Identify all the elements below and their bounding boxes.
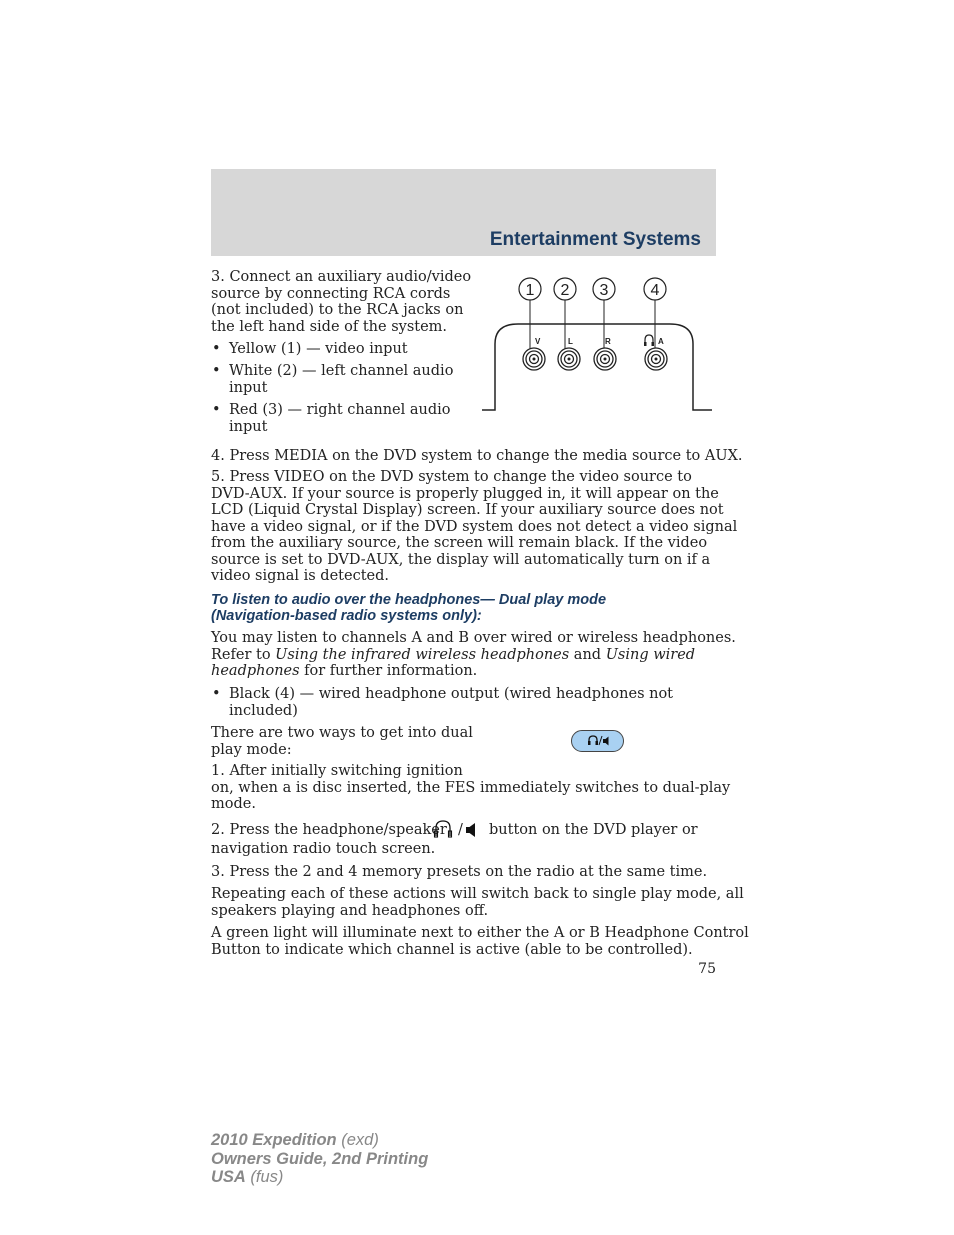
headphone-icon xyxy=(432,819,454,839)
link-infrared-headphones: Using the infrared wireless headphones xyxy=(275,646,570,663)
way2-line1-end: button on the DVD player or xyxy=(489,822,698,838)
listen-paragraph: You may listen to channels A and B over wired or wireless headphones. Refer to Using the infrared wireless headphones and Using wired headphones for further information. xyxy=(211,630,736,679)
rca-jack-left-audio xyxy=(558,348,580,370)
callout-4 xyxy=(644,278,666,300)
speaker-icon xyxy=(464,821,480,839)
bullet-text: Yellow (1) — video input xyxy=(229,341,408,357)
step5-line: video signal is detected. xyxy=(211,568,390,584)
section-title: Entertainment Systems xyxy=(489,229,701,250)
headphone-icon xyxy=(644,335,654,346)
link-wired-headphones: Using wired xyxy=(605,646,696,663)
step5-line: 5. Press VIDEO on the DVD system to change the video source to xyxy=(211,469,692,485)
step5-paragraph xyxy=(211,469,737,585)
section-header-band xyxy=(211,169,716,256)
step5-line: LCD (Liquid Crystal Display) screen. If your auxiliary source does not xyxy=(211,502,724,518)
icon-separator: / xyxy=(458,822,463,838)
step3-line: 3. Connect an auxiliary audio/video xyxy=(211,269,472,285)
bullet-text: White (2) — left channel audio xyxy=(229,363,454,379)
callout-3 xyxy=(593,278,615,300)
way2-line2: navigation radio touch screen. xyxy=(211,841,436,857)
step3-line: the left hand side of the system. xyxy=(211,318,448,335)
step3-paragraph xyxy=(211,269,471,335)
step5-line: from the auxiliary source, the screen will remain black. If the video xyxy=(211,535,708,551)
step5-line: DVD-AUX. If your source is properly plugged in, it will appear on the xyxy=(211,485,719,502)
bullet-text: Black (4) — wired headphone output (wired headphones not xyxy=(229,686,674,702)
bullet-text: included) xyxy=(229,702,298,719)
rca-jack-diagram xyxy=(478,272,716,418)
svg-text:2: 2 xyxy=(560,282,570,299)
callout-1 xyxy=(519,278,541,300)
step5-line: have a video signal, or if the DVD system does not detect a video signal xyxy=(211,518,738,535)
footer: 2010 Expedition (exd) Owners Guide, 2nd Printing USA (fus) xyxy=(211,1131,429,1186)
jack-label-r: R xyxy=(605,337,611,346)
bullet-text: Red (3) — right channel audio xyxy=(229,402,451,418)
step5-line: source is set to DVD-AUX, the display will automatically turn on if a xyxy=(211,551,711,568)
jack-label-v: V xyxy=(535,337,541,346)
subheading-line: (Navigation-based radio systems only): xyxy=(211,608,482,624)
way3-paragraph: 3. Press the 2 and 4 memory presets on the radio at the same time. xyxy=(211,864,708,880)
step3-line: (not included) to the RCA jacks on xyxy=(211,302,464,318)
bullet-text: input xyxy=(229,418,268,435)
page-number: 75 xyxy=(698,961,716,977)
callout-2 xyxy=(554,278,576,300)
way2-line1: 2. Press the headphone/speaker xyxy=(211,822,447,838)
rca-jack-right-audio xyxy=(594,348,616,370)
listen-line: You may listen to channels A and B over wired or wireless headphones. xyxy=(211,630,736,646)
svg-text:4: 4 xyxy=(650,282,660,299)
svg-text:3: 3 xyxy=(599,282,609,299)
jack-label-a: A xyxy=(658,337,664,346)
rca-jack-video xyxy=(523,348,545,370)
way1-paragraph: 1. After initially switching ignition on, when a is disc inserted, the FES immediately switches to dual-play mode. xyxy=(211,763,731,812)
svg-text:1: 1 xyxy=(525,282,535,299)
repeat-paragraph: Repeating each of these actions will switch back to single play mode, all speakers playing and headphones off. xyxy=(211,886,744,919)
green-light-paragraph: A green light will illuminate next to either the A or B Headphone Control Button to indicate which channel is active (able to be controlled). xyxy=(211,925,749,958)
bullet-text: input xyxy=(229,379,268,396)
headphone-jack xyxy=(645,348,667,370)
dual-play-subheading xyxy=(211,592,606,624)
headphone-speaker-button-icon xyxy=(571,730,624,752)
jack-label-l: L xyxy=(568,337,573,346)
step4-paragraph: 4. Press MEDIA on the DVD system to change the media source to AUX. xyxy=(211,448,743,464)
subheading-line: To listen to audio over the headphones— Dual play mode xyxy=(211,592,607,608)
step3-line: source by connecting RCA cords xyxy=(211,285,451,302)
two-ways-paragraph: There are two ways to get into dual play mode: xyxy=(211,725,473,758)
